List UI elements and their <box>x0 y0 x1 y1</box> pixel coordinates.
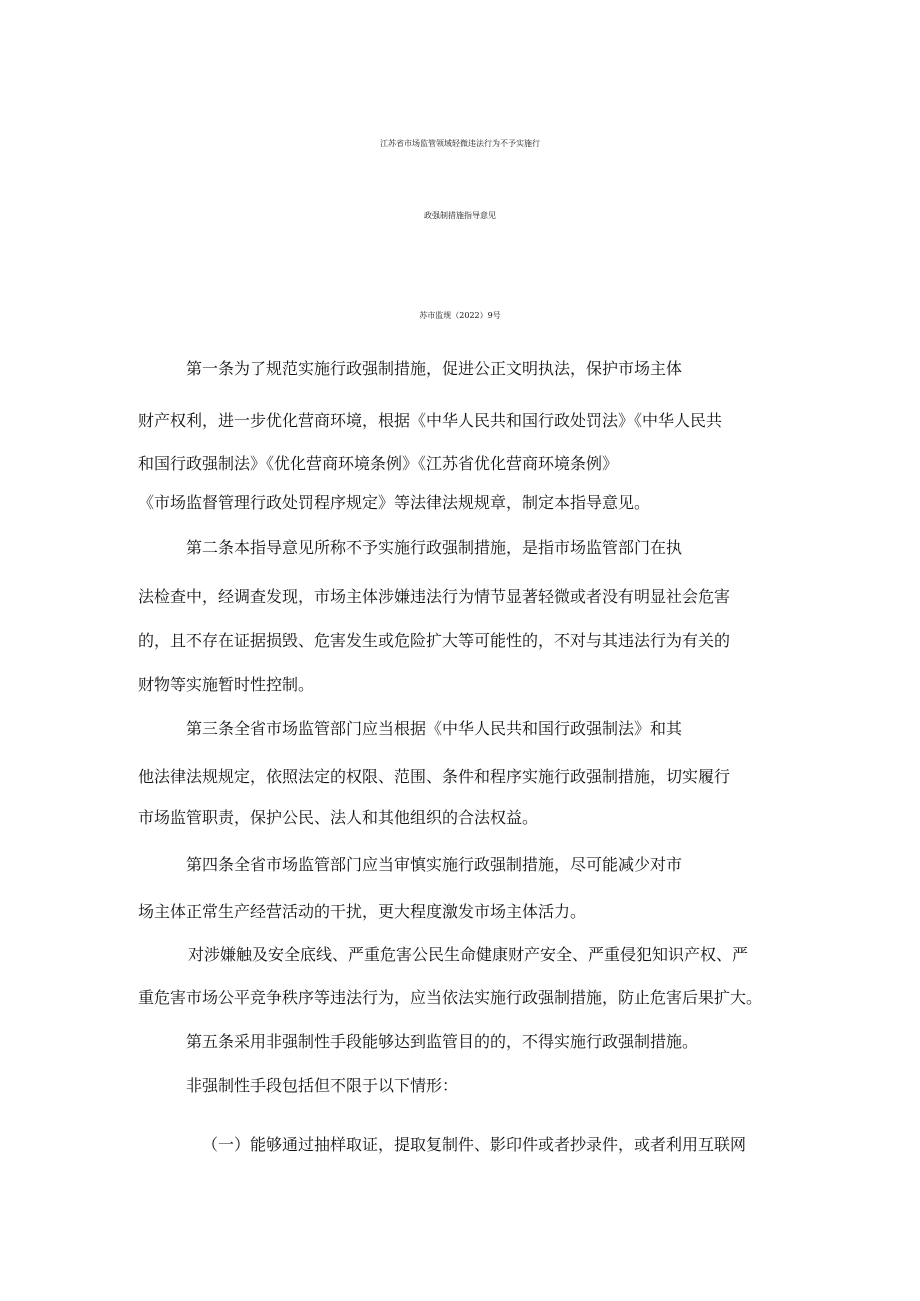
article-5-line-1: 第五条采用非强制性手段能够达到监管目的的，不得实施行政强制措施。 <box>186 1032 699 1051</box>
article-2-line-4: 财物等实施暂时性控制。 <box>138 675 315 694</box>
article-1-line-2: 财产权利，进一步优化营商环境，根据《中华人民共和国行政处罚法》《中华人民共 <box>138 411 723 430</box>
article-4-line-1: 第四条全省市场监管部门应当审慎实施行政强制措施，尽可能减少对市 <box>186 855 683 874</box>
article-1-line-4: 《市场监督管理行政处罚程序规定》等法律法规规章，制定本指导意见。 <box>138 493 651 512</box>
document-number: 苏市监规（2022）9号 <box>419 311 501 320</box>
article-3-line-3: 市场监管职责，保护公民、法人和其他组织的合法权益。 <box>138 808 539 827</box>
article-4-line-3: 对涉嫌触及安全底线、严重危害公民生命健康财产安全、严重侵犯知识产权、严 <box>188 945 749 964</box>
article-4-line-4: 重危害市场公平竞争秩序等违法行为，应当依法实施行政强制措施，防止危害后果扩大。 <box>138 988 763 1007</box>
article-4-line-2: 场主体正常生产经营活动的干扰，更大程度激发市场主体活力。 <box>138 902 587 921</box>
article-2-line-3: 的，且不存在证据损毁、危害发生或危险扩大等可能性的，不对与其违法行为有关的 <box>138 631 731 650</box>
article-2-line-1: 第二条本指导意见所称不予实施行政强制措施，是指市场监管部门在执 <box>186 538 683 557</box>
article-5-line-3: （一）能够通过抽样取证，提取复制件、影印件或者抄录件，或者利用互联网 <box>202 1135 747 1154</box>
document-title-line-2: 政强制措施指导意见 <box>424 211 496 220</box>
article-1-line-3: 和国行政强制法》《优化营商环境条例》《江苏省优化营商环境条例》 <box>138 454 619 473</box>
article-2-line-2: 法检查中，经调查发现，市场主体涉嫌违法行为情节显著轻微或者没有明显社会危害 <box>138 587 731 606</box>
article-3-line-1: 第三条全省市场监管部门应当根据《中华人民共和国行政强制法》和其 <box>186 719 683 738</box>
article-3-line-2: 他法律法规规定，依照法定的权限、范围、条件和程序实施行政强制措施，切实履行 <box>138 767 731 786</box>
article-1-line-1: 第一条为了规范实施行政强制措施，促进公正文明执法，保护市场主体 <box>186 359 683 378</box>
document-title-line-1: 江苏省市场监管领域轻微违法行为不予实施行 <box>380 139 540 148</box>
article-5-line-2: 非强制性手段包括但不限于以下情形： <box>186 1076 459 1095</box>
